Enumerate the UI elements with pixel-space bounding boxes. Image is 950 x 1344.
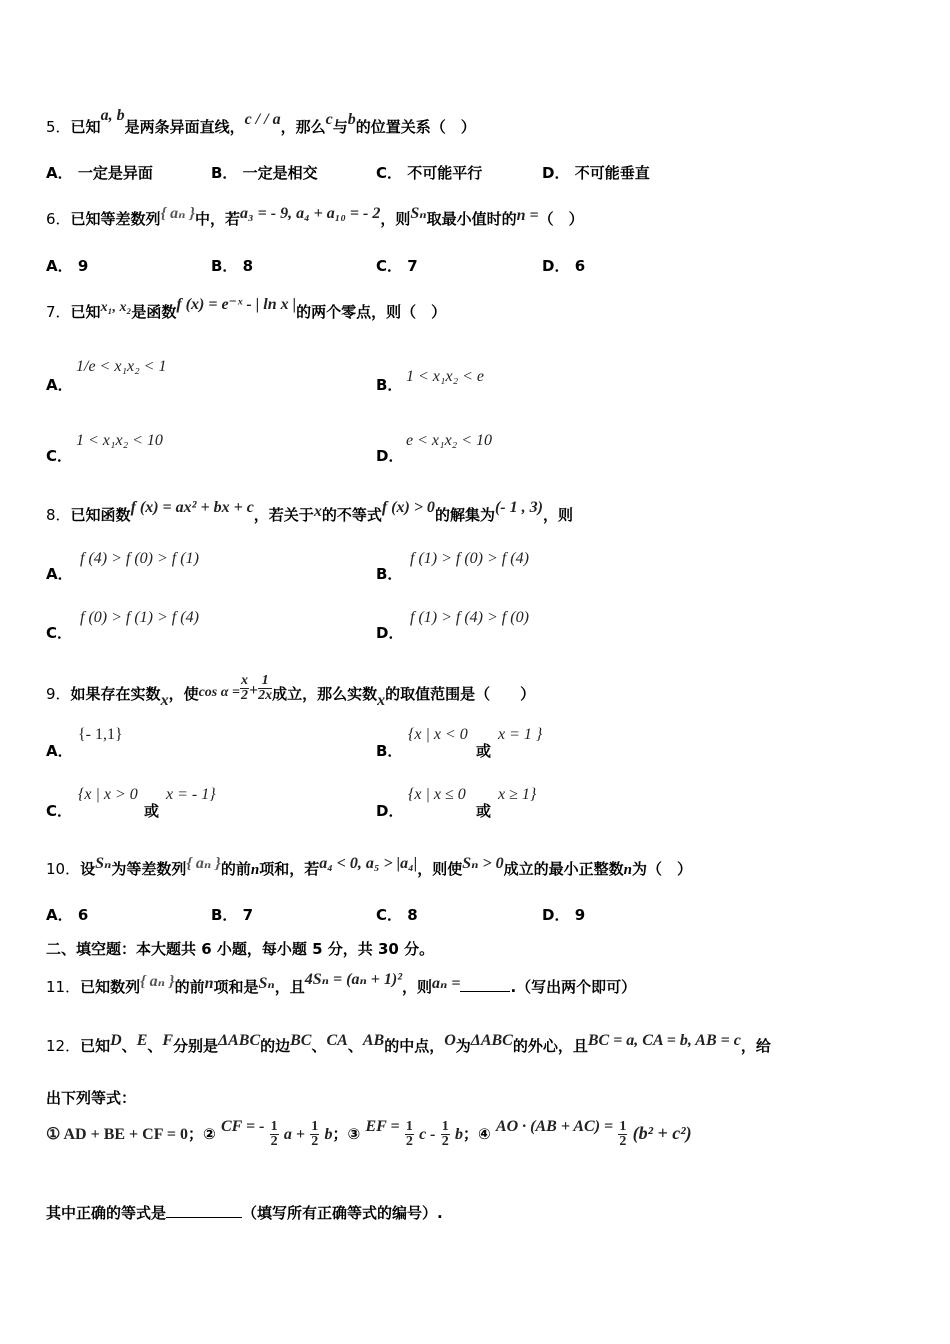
question-10: 10．设Sₙ为等差数列{ aₙ }的前n项和，若a₄ < 0, a₅ > |a₄|，则使Sₙ > 0成立的最小正整数n为（ ） — [46, 855, 692, 878]
question-9: 9．如果存在实数x，使cos α = $\frac{x}{2}$ + $\frac{1}{2x}$ 成立，那么实数x的取值范围是（ ） — [46, 673, 536, 709]
q9-option-d-part1: {x | x ≤ 0 — [408, 786, 466, 803]
q10-option-a: A． 6 — [46, 906, 89, 924]
q7-option-c-label: C． — [46, 447, 73, 465]
q7-option-b: 1 < x₁x₂ < e — [406, 368, 485, 385]
q8-option-c-label: C． — [46, 624, 73, 642]
q8-option-b-label: B． — [376, 565, 403, 583]
q7-option-c: 1 < x₁x₂ < 10 — [76, 432, 163, 449]
q9-option-a-label: A． — [46, 742, 73, 760]
q7-option-a-label: A． — [46, 376, 73, 394]
question-12: 12．已知D、E、F分别是ΔABC的边BC、CA、AB的中点，O为ΔABC的外心，且BC = a, CA = b, AB = c，给 — [46, 1032, 771, 1055]
question-11: 11．已知数列{ aₙ }的前n项和是Sₙ，且4Sₙ = (aₙ + 1)²，则aₙ = .（写出两个即可） — [46, 971, 637, 996]
q9-option-d-part2: x ≥ 1} — [498, 786, 537, 803]
q8-option-a: f (4) > f (0) > f (1) — [80, 550, 199, 567]
question-7: 7．已知x₁, x₂是函数f (x) = e⁻ˣ - | ln x |的两个零点，则（ ） — [46, 296, 447, 321]
q5-option-c: C． 不可能平行 — [376, 164, 483, 182]
q5-option-b: B． 一定是相交 — [211, 164, 318, 182]
q9-option-b-or: 或 — [476, 742, 492, 760]
q8-option-d-label: D． — [376, 624, 404, 642]
q5-option-d: D． 不可能垂直 — [542, 164, 650, 182]
q10-option-c: C． 8 — [376, 906, 418, 924]
q6-option-a: A． 9 — [46, 257, 89, 275]
q8-option-b: f (1) > f (0) > f (4) — [410, 550, 529, 567]
q6-option-c: C． 7 — [376, 257, 418, 275]
question-5: 5．已知a, b是两条异面直线，c / / a，那么c与b的位置关系（ ） — [46, 107, 476, 136]
q9-option-d-label: D． — [376, 802, 404, 820]
question-8: 8．已知函数f (x) = ax² + bx + c，若关于x的不等式f (x) > 0的解集为(- 1 , 3)，则 — [46, 499, 573, 524]
q9-option-b-label: B． — [376, 742, 403, 760]
q9-option-b-part2: x = 1 } — [498, 726, 543, 743]
q7-option-a: 1/e < x₁x₂ < 1 — [76, 358, 167, 375]
q8-option-d: f (1) > f (4) > f (0) — [410, 609, 529, 626]
q9-option-c-part1: {x | x > 0 — [78, 786, 138, 803]
q9-option-c-label: C． — [46, 802, 73, 820]
q6-option-d: D． 6 — [542, 257, 586, 275]
q8-option-c: f (0) > f (1) > f (4) — [80, 609, 199, 626]
answer-blank-12[interactable] — [166, 1217, 242, 1218]
q10-option-b: B． 7 — [211, 906, 254, 924]
q8-option-a-label: A． — [46, 565, 73, 583]
q9-option-a: {- 1,1} — [78, 726, 123, 743]
q7-option-b-label: B． — [376, 376, 403, 394]
q9-option-c-or: 或 — [144, 802, 160, 820]
q5-option-a: A． 一定是异面 — [46, 164, 153, 182]
q9-option-d-or: 或 — [476, 802, 492, 820]
q9-option-b-part1: {x | x < 0 — [408, 726, 468, 743]
question-6: 6．已知等差数列{ aₙ }中，若a₃ = - 9, a₄ + a₁₀ = - 2，则Sₙ取最小值时的n =（ ） — [46, 205, 584, 228]
q9-option-c-part2: x = - 1} — [166, 786, 216, 803]
q7-option-d: e < x₁x₂ < 10 — [406, 432, 493, 449]
section-heading: 二、填空题：本大题共 6 小题，每小题 5 分，共 30 分。 — [46, 940, 435, 958]
q12-line2: 出下列等式： — [46, 1089, 137, 1107]
answer-blank[interactable] — [460, 991, 510, 992]
q6-option-b: B． 8 — [211, 257, 254, 275]
q7-option-d-label: D． — [376, 447, 404, 465]
q10-option-d: D． 9 — [542, 906, 586, 924]
q12-equations: ① AD + BE + CF = 0；② CF = - $\frac{1}{2}$ a + $\frac{1}{2}$ b；③ EF = $\frac{1}{2}$ c - $\frac{1}{2}$ b；④ AO · (AB + AC) = $\frac{1}{2}$ (b² + c²) — [46, 1118, 692, 1149]
q12-final: 其中正确的等式是 （填写所有正确等式的编号）. — [46, 1204, 443, 1222]
